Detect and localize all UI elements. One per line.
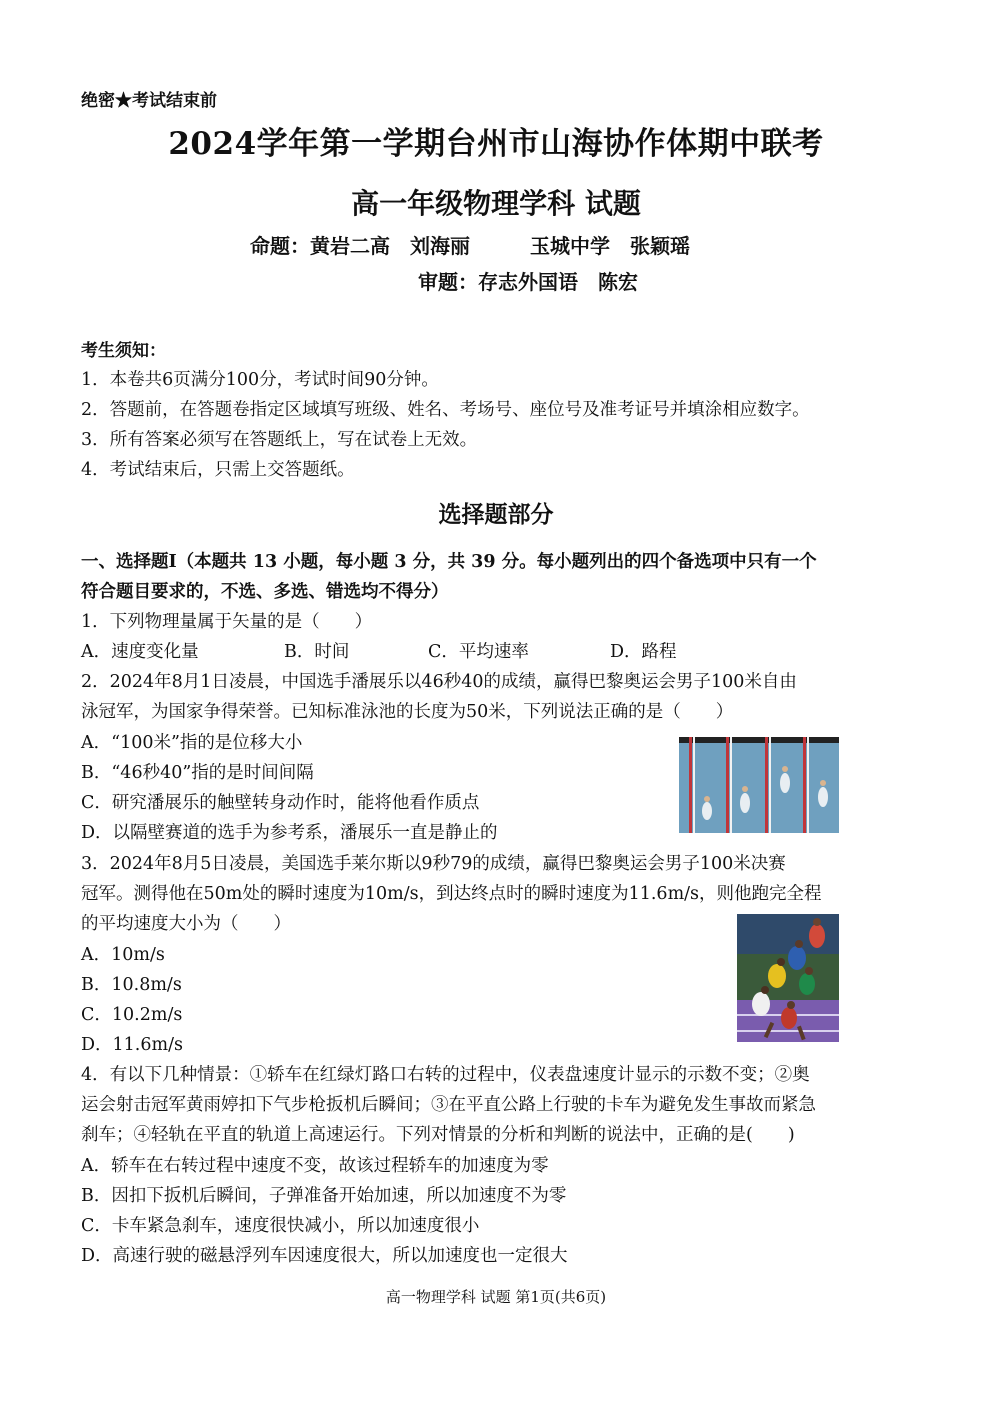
question-4-stem: 运会射击冠军黄雨婷扣下气步枪扳机后瞬间；③在平直公路上行驶的卡车为避免发生事故而紧急 bbox=[81, 1095, 816, 1115]
question-2-option-d: D．以隔壁赛道的选手为参考系，潘展乐一直是静止的 bbox=[81, 823, 498, 843]
question-setters: 命题：黄岩二高 刘海丽 玉城中学 张颖瑶 bbox=[250, 234, 690, 258]
sprint-race-photo bbox=[737, 914, 839, 1042]
question-reviewer: 审题：存志外国语 陈宏 bbox=[418, 270, 638, 294]
exam-title: 2024学年第一学期台州市山海协作体期中联考 bbox=[168, 126, 824, 162]
question-3-stem: 冠军。测得他在50m处的瞬时速度为10m/s，到达终点时的瞬时速度为11.6m/s，则他跑完全程 bbox=[81, 884, 822, 904]
question-2-option-b: B．“46秒40”指的是时间间隔 bbox=[81, 763, 314, 783]
question-2-stem: 泳冠军，为国家争得荣誉。已知标准泳池的长度为50米，下列说法正确的是（ ） bbox=[81, 702, 734, 722]
notice-item: 2．答题前，在答题卷指定区域填写班级、姓名、考场号、座位号及准考证号并填涂相应数字。 bbox=[81, 400, 810, 420]
question-2-option-a: A．“100米”指的是位移大小 bbox=[81, 733, 303, 753]
question-2-stem: 2．2024年8月1日凌晨，中国选手潘展乐以46秒40的成绩，赢得巴黎奥运会男子100米自由 bbox=[81, 672, 797, 692]
question-4-stem: 4．有以下几种情景：①轿车在红绿灯路口右转的过程中，仪表盘速度计显示的示数不变；②奥 bbox=[81, 1065, 810, 1085]
question-3-stem: 3．2024年8月5日凌晨，美国选手莱尔斯以9秒79的成绩，赢得巴黎奥运会男子100米决赛 bbox=[81, 854, 786, 874]
exam-subtitle: 高一年级物理学科 试题 bbox=[351, 187, 641, 220]
question-3-option-d: D．11.6m/s bbox=[81, 1035, 183, 1055]
question-1-option-a: A．速度变化量 bbox=[81, 642, 199, 662]
question-4-option-c: C．卡车紧急刹车，速度很快减小，所以加速度很小 bbox=[81, 1216, 480, 1236]
section-instruction: 符合题目要求的，不选、多选、错选均不得分） bbox=[81, 582, 449, 602]
question-3-option-b: B．10.8m/s bbox=[81, 975, 182, 995]
question-1-option-d: D．路程 bbox=[610, 642, 677, 662]
section-title: 选择题部分 bbox=[438, 501, 554, 528]
question-1-option-b: B．时间 bbox=[284, 642, 350, 662]
question-4-option-a: A．轿车在右转过程中速度不变，故该过程轿车的加速度为零 bbox=[81, 1156, 549, 1176]
notice-heading: 考生须知： bbox=[81, 341, 166, 361]
confidential-label: 绝密★考试结束前 bbox=[81, 91, 217, 111]
question-1-stem: 1．下列物理量属于矢量的是（ ） bbox=[81, 612, 373, 632]
section-instruction: 一、选择题Ⅰ（本题共 13 小题，每小题 3 分，共 39 分。每小题列出的四个备选项中只有一个 bbox=[81, 552, 817, 572]
question-4-option-d: D．高速行驶的磁悬浮列车因速度很大，所以加速度也一定很大 bbox=[81, 1246, 568, 1266]
question-1-option-c: C．平均速率 bbox=[428, 642, 529, 662]
question-3-option-c: C．10.2m/s bbox=[81, 1005, 183, 1025]
swimming-race-photo bbox=[679, 737, 839, 833]
question-2-option-c: C．研究潘展乐的触壁转身动作时，能将他看作质点 bbox=[81, 793, 480, 813]
question-3-option-a: A．10m/s bbox=[81, 945, 165, 965]
notice-item: 3．所有答案必须写在答题纸上，写在试卷上无效。 bbox=[81, 430, 478, 450]
question-4-option-b: B．因扣下扳机后瞬间，子弹准备开始加速，所以加速度不为零 bbox=[81, 1186, 567, 1206]
question-4-stem: 刹车；④轻轨在平直的轨道上高速运行。下列对情景的分析和判断的说法中，正确的是( ) bbox=[81, 1125, 795, 1145]
page-footer: 高一物理学科 试题 第1页(共6页) bbox=[385, 1288, 607, 1306]
notice-item: 1．本卷共6页满分100分，考试时间90分钟。 bbox=[81, 370, 439, 390]
question-3-stem: 的平均速度大小为（ ） bbox=[81, 914, 291, 934]
notice-item: 4．考试结束后，只需上交答题纸。 bbox=[81, 460, 355, 480]
